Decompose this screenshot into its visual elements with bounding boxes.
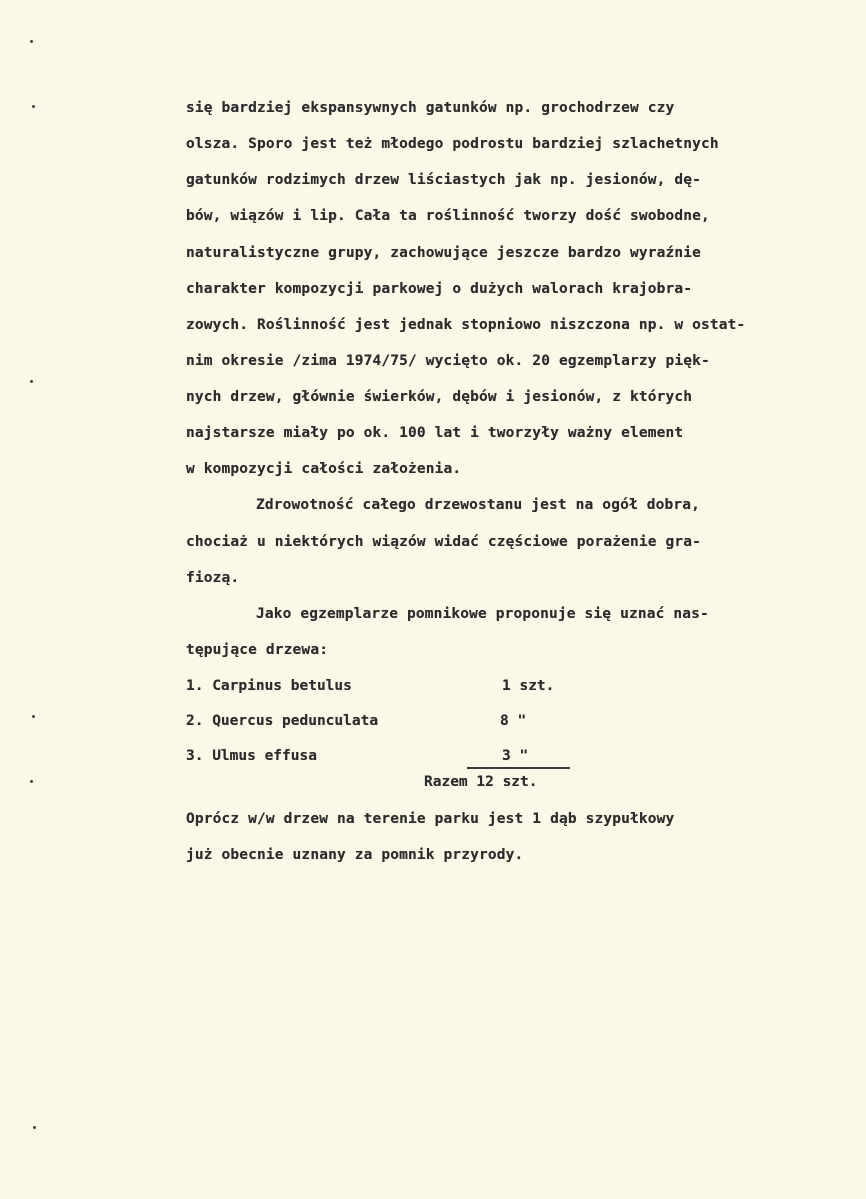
total-count: Razem 12 szt.: [424, 774, 538, 790]
text-line: w kompozycji całości założenia.: [186, 461, 462, 477]
margin-speck: [32, 715, 35, 718]
sum-underline: [467, 767, 570, 769]
margin-speck: [33, 1126, 36, 1129]
margin-speck: [32, 105, 35, 108]
tree-name: 2. Quercus pedunculata: [186, 713, 379, 729]
tree-name: 3. Ulmus effusa: [186, 748, 317, 764]
text-line: już obecnie uznany za pomnik przyrody.: [186, 847, 524, 863]
tree-count: 8 ": [500, 713, 527, 729]
margin-speck: [30, 380, 33, 383]
text-line: się bardziej ekspansywnych gatunków np. grochodrzew czy: [186, 100, 675, 116]
text-line: olsza. Sporo jest też młodego podrostu bardziej szlachetnych: [186, 136, 719, 152]
text-line: naturalistyczne grupy, zachowujące jeszcze bardzo wyraźnie: [186, 245, 702, 261]
text-line: Zdrowotność całego drzewostanu jest na ogół dobra,: [256, 497, 700, 513]
text-line: nych drzew, głównie świerków, dębów i jesionów, z których: [186, 389, 693, 405]
text-line: tępujące drzewa:: [186, 642, 329, 658]
tree-count: 3 ": [502, 748, 529, 764]
tree-name: 1. Carpinus betulus: [186, 678, 352, 694]
tree-count: 1 szt.: [502, 678, 555, 694]
text-line: bów, wiązów i lip. Cała ta roślinność tworzy dość swobodne,: [186, 208, 710, 224]
text-line: Jako egzemplarze pomnikowe proponuje się uznać nas-: [256, 606, 709, 622]
margin-speck: [30, 780, 33, 783]
text-line: najstarsze miały po ok. 100 lat i tworzyły ważny element: [186, 425, 684, 441]
text-line: chociaż u niektórych wiązów widać częściowe porażenie gra-: [186, 534, 702, 550]
text-line: nim okresie /zima 1974/75/ wycięto ok. 20 egzemplarzy pięk-: [186, 353, 710, 369]
text-line: Oprócz w/w drzew na terenie parku jest 1 dąb szypułkowy: [186, 811, 675, 827]
text-line: zowych. Roślinność jest jednak stopniowo niszczona np. w ostat-: [186, 317, 746, 333]
margin-speck: [30, 40, 33, 43]
text-line: gatunków rodzimych drzew liściastych jak np. jesionów, dę-: [186, 172, 702, 188]
text-line: charakter kompozycji parkowej o dużych walorach krajobra-: [186, 281, 693, 297]
text-line: fiozą.: [186, 570, 240, 586]
